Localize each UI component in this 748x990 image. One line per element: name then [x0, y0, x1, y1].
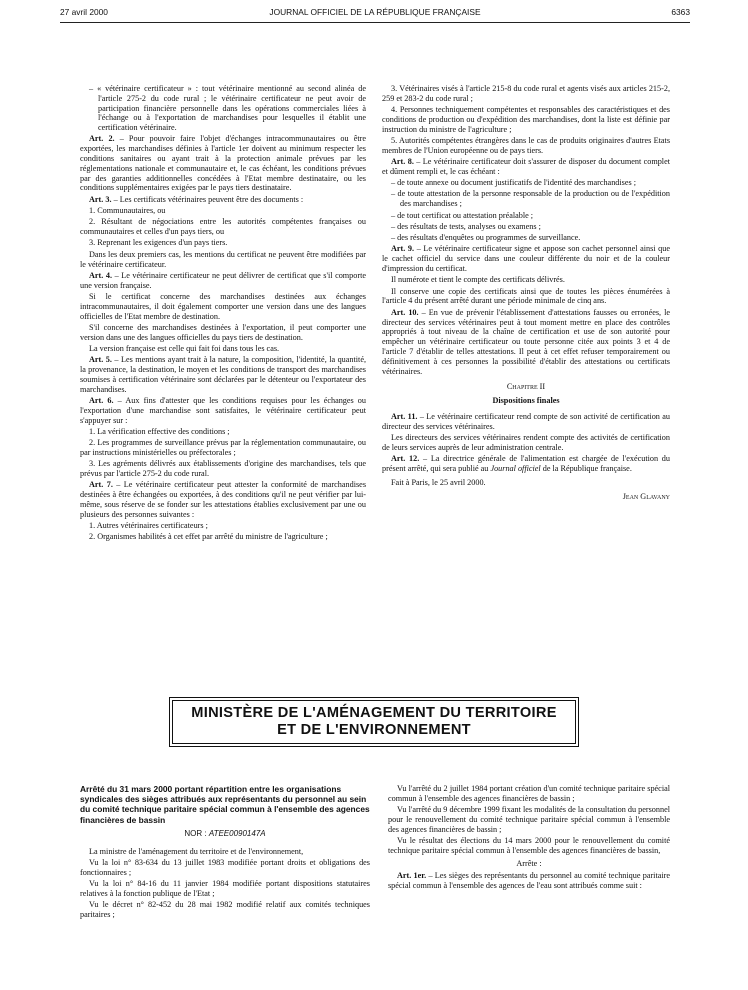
paragraph [382, 84, 670, 104]
paragraph-text: – Les mentions ayant trait à la nature, la composition, l'identité, la quantité, la provenance, la destination, le moyen et les conditions de transport des marchandises soumises à certification vétérinaire sont déclarées par le détenteur ou l'exportateur des marchandises. [80, 355, 367, 394]
nor-label: NOR : [184, 828, 209, 838]
paragraph [382, 105, 670, 134]
paragraph [388, 836, 670, 856]
paragraph [80, 521, 366, 531]
header-rule [60, 22, 690, 23]
paragraph-text: Vu la loi n° 84-16 du 11 janvier 1984 modifiée portant dispositions statutaires relatives à la fonction publique de l'Etat ; [80, 879, 370, 898]
column-bottom-right [388, 784, 670, 892]
paragraph-text: 5. Autorités compétentes étrangères dans le cas de produits originaires d'autres Etats membres de l'Union européenne ou de pays tiers. [382, 135, 670, 155]
paragraph-text-tail: de la République française. [540, 463, 632, 473]
article-label: Art. 3. [89, 194, 112, 204]
paragraph [388, 784, 670, 804]
section-heading [382, 396, 670, 406]
paragraph [382, 189, 670, 209]
column-bottom-left [80, 784, 370, 921]
paragraph [80, 323, 366, 343]
paragraph-text: Jean Glavany [622, 492, 670, 502]
paragraph-text: La version française est celle qui fait foi dans tous les cas. [89, 343, 280, 353]
paragraph [80, 900, 370, 920]
article-label: Art. 8. [391, 157, 414, 167]
paragraph-text: – des résultats de tests, analyses ou examens ; [391, 221, 541, 231]
nor-code: ATEE0090147A [208, 828, 266, 838]
paragraph [80, 344, 366, 354]
paragraph [80, 292, 366, 321]
paragraph-text: Arrête : [516, 858, 542, 868]
article-paragraph [382, 157, 670, 177]
paragraph-text: La ministre de l'aménagement du territoire et de l'environnement, [89, 846, 304, 856]
signature [382, 492, 670, 502]
paragraph-text: 2. Résultant de négociations entre les autorités compétentes françaises ou communautaires et celles d'un pays tiers, ou [80, 217, 366, 237]
paragraph-text: – Le vétérinaire certificateur rend compte de son activité de certification au directeur des services vétérinaires. [382, 411, 670, 431]
article-paragraph [80, 396, 366, 425]
ministry-heading-line2: ET DE L'ENVIRONNEMENT [277, 722, 471, 738]
paragraph [80, 206, 366, 216]
paragraph-text: Vu l'arrêté du 9 décembre 1999 fixant les modalités de la consultation du personnel pour le renouvellement du comité technique paritaire spécial commun à l'ensemble des agences financières de bassin ; [388, 805, 670, 834]
paragraph [80, 532, 366, 542]
paragraph-text: – Le vétérinaire certificateur signe et appose son cachet personnel ainsi que le cachet officiel du service dans une couleur différente du noir et de la couleur d'impression du certificat. [382, 244, 670, 274]
paragraph-text: 2. Les programmes de surveillance prévus par la réglementation communautaire, ou par instructions ministérielles ou préfectorales ; [80, 438, 366, 457]
paragraph [382, 275, 670, 285]
article-label: Art. 4. [89, 270, 113, 280]
article-label: Art. 11. [391, 411, 418, 421]
article-label: Art. 9. [391, 244, 415, 254]
paragraph-text: Dispositions finales [492, 396, 560, 406]
paragraph-text: 4. Personnes techniquement compétentes et responsables des caractéristiques et des conditions de production ou d'expédition des marchandises, dont la liste est définie par instruction du ministre de l'agriculture ; [382, 105, 670, 134]
paragraph-text: – de tout certificat ou attestation préalable ; [391, 210, 534, 220]
article-label: Art. 12. [391, 454, 420, 464]
decree-preamble [80, 847, 370, 920]
article-label: Art. 10. [391, 307, 419, 317]
article-paragraph [80, 195, 366, 205]
article-paragraph [80, 355, 366, 394]
article-paragraph [80, 134, 366, 193]
article-label: Art. 6. [89, 395, 114, 405]
paragraph-text: – des résultats d'enquêtes ou programmes de surveillance. [391, 233, 581, 243]
article-label: Art. 1er. [397, 871, 427, 881]
paragraph [80, 427, 366, 437]
paragraph-text: Il numérote et tient le compte des certificats délivrés. [391, 275, 565, 285]
paragraph-text: – Aux fins d'attester que les conditions requises pour les échanges ou l'exportation d'une marchandise sont satisfaites, le vétérinaire certificateur peut s'appuyer sur : [80, 395, 366, 425]
article-label: Art. 2. [89, 134, 115, 144]
paragraph [382, 178, 670, 188]
article-paragraph [382, 412, 670, 432]
paragraph-text: – Le vétérinaire certificateur doit s'assurer de disposer du document complet et dûment rempli et, le cas échéant : [382, 157, 670, 176]
italic-text: Journal officiel [490, 463, 541, 473]
paragraph-text: Vu la loi n° 83-634 du 13 juillet 1983 modifiée portant droits et obligations des fonctionnaires ; [80, 857, 370, 877]
paragraph-text: – Le vétérinaire certificateur ne peut délivrer de certificat que s'il comporte une version française. [80, 270, 366, 290]
paragraph-text: Les directeurs des services vétérinaires rendent compte des activités de certification de leurs services auprès de leur administration centrale. [382, 433, 670, 452]
paragraph [80, 858, 370, 878]
paragraph-text: Il conserve une copie des certificats ainsi que de toutes les pièces énumérées à l'article 4 du présent arrêté durant une période minimale de cinq ans. [382, 286, 670, 306]
paragraph [382, 233, 670, 243]
paragraph-text: Vu le résultat des élections du 14 mars 2000 pour le renouvellement du comité technique paritaire spécial commun à l'ensemble des agences financières de bassin, [388, 835, 670, 855]
paragraph [80, 84, 366, 133]
paragraph-text: – En vue de prévenir l'établissement d'attestations fausses ou erronées, le directeur des services vétérinaires peut à tout moment mettre en place des contrôles appropriés à tout niveau de la chaîne de certification et use de son autorité pour empêcher un vétérinaire certificateur ou toute personne citée aux points 3 et 4 de l'article 7 d'établir de telles attestations. Il peut à cet effet refuser temporairement ou définitivement à ces personnes la possibilité d'établir des attestations ou certificats vétérinaires. [382, 307, 670, 376]
article-paragraph [80, 271, 366, 291]
paragraph-text: – Les sièges des représentants du personnel au comité technique paritaire spécial commun à l'ensemble des agences de l'eau sont attribués comme suit : [388, 871, 670, 891]
paragraph-text: Vu le décret n° 82-452 du 28 mai 1982 modifié relatif aux comités techniques paritaires ; [80, 900, 370, 919]
paragraph-text: 1. Autres vétérinaires certificateurs ; [89, 520, 208, 530]
paragraph-text: Si le certificat concerne des marchandises destinées aux échanges intracommunautaires, il doit également comporter une version dans une des langues officielles de l'Etat membre de destination. [80, 291, 366, 321]
paragraph-text: 1. La vérification effective des conditions ; [89, 426, 230, 436]
article-paragraph [382, 244, 670, 273]
paragraph [80, 879, 370, 899]
column-top-left [80, 84, 366, 544]
journal-title: JOURNAL OFFICIEL DE LA RÉPUBLIQUE FRANÇAISE [269, 7, 481, 17]
paragraph-text: 3. Les agréments délivrés aux établissements d'origine des marchandises, tels que prévus par l'article 275-2 du code rural. [80, 459, 366, 478]
paragraph [80, 250, 366, 270]
paragraph-text: 1. Communautaires, ou [89, 206, 166, 216]
paragraph-text: 3. Reprenant les exigences d'un pays tiers. [89, 238, 228, 248]
paragraph-text: – Pour pouvoir faire l'objet d'échanges intracommunautaires ou être exportées, les marchandises définies à l'article 1er doivent au minimum respecter les conditions sanitaires ou ayant trait à la protection animale prévues par les réglementations nationale et communautaire et, le cas échéant, les conditions prévues par des garanties additionnelles concédées à l'Etat membre destinataire, ou les conditions supplémentaires exigées par le pays tiers destinataire. [80, 134, 366, 193]
paragraph-text: – de toute attestation de la personne responsable de la production ou de l'expédition des marchandises ; [391, 189, 670, 209]
article-paragraph [382, 308, 670, 377]
paragraph-text: – « vétérinaire certificateur » : tout vétérinaire mentionné au second alinéa de l'article 275-2 du code rural ; le vétérinaire certificateur ne peut avoir de participation financière personnelle dans les opérations commerciales liées à l'échange ou à l'exportation de marchandises pour lesquelles il établit une certification vétérinaire. [89, 84, 366, 133]
paragraph-text: S'il concerne des marchandises destinées à l'exportation, il peut comporter une version dans une des langues officielles du pays tiers de destination. [80, 322, 366, 342]
paragraph [382, 136, 670, 156]
header-date: 27 avril 2000 [60, 7, 108, 17]
paragraph [80, 847, 370, 857]
paragraph [382, 478, 670, 488]
paragraph [382, 287, 670, 307]
paragraph [80, 217, 366, 237]
paragraph-text: Dans les deux premiers cas, les mentions du certificat ne peuvent être modifiées par le vétérinaire certificateur. [80, 249, 366, 269]
decree-title: Arrêté du 31 mars 2000 portant répartition entre les organisations syndicales des sièges attribués aux représentants du personnel au sein du comité technique paritaire spécial commun à l'ensemble des agences financières de bassin [80, 784, 370, 825]
paragraph-text: Chapitre II [506, 382, 546, 392]
paragraph [382, 433, 670, 453]
article-paragraph [80, 480, 366, 519]
article-paragraph [388, 871, 670, 891]
paragraph-text: 3. Vétérinaires visés à l'article 215-8 du code rural et agents visés aux articles 215-2, 259 et 283-2 du code rural ; [382, 84, 670, 103]
paragraph [80, 459, 366, 479]
article-label: Art. 7. [89, 480, 113, 490]
nor-reference [80, 829, 370, 839]
ministry-heading [172, 700, 576, 744]
paragraph-text: – La directrice générale de l'alimentation est chargée de l'exécution du présent arrêté, qui sera publié au [382, 454, 670, 473]
paragraph [80, 238, 366, 248]
paragraph [388, 859, 670, 869]
paragraph [382, 211, 670, 221]
paragraph-text: – de toute annexe ou document justificatifs de l'identité des marchandises ; [391, 178, 636, 188]
paragraph-text: – Les certificats vétérinaires peuvent être des documents : [111, 194, 304, 204]
paragraph-text: 2. Organismes habilités à cet effet par arrêté du ministre de l'agriculture ; [89, 532, 328, 542]
ministry-heading-line1: MINISTÈRE DE L'AMÉNAGEMENT DU TERRITOIRE [191, 705, 557, 721]
paragraph-text: – Le vétérinaire certificateur peut attester la conformité de marchandises destinées à être échangées ou exportées, à des conditions qu'il ne peut vérifier par lui-même, sous réserve de se fonder sur les attestations établies exclusivement par une ou plusieurs des personnes suivantes : [80, 480, 367, 519]
paragraph [388, 805, 670, 834]
article-label: Art. 5. [89, 355, 112, 365]
page-header [60, 8, 690, 22]
page-number: 6363 [671, 7, 690, 17]
paragraph [382, 222, 670, 232]
chapter-heading [382, 382, 670, 392]
column-top-right [382, 84, 670, 504]
paragraph-text: Vu l'arrêté du 2 juillet 1984 portant création d'un comité technique paritaire spécial commun à l'ensemble des agences financières de bassin ; [388, 784, 670, 803]
paragraph-text: Fait à Paris, le 25 avril 2000. [391, 477, 486, 487]
article-paragraph [382, 454, 670, 474]
paragraph [80, 438, 366, 458]
